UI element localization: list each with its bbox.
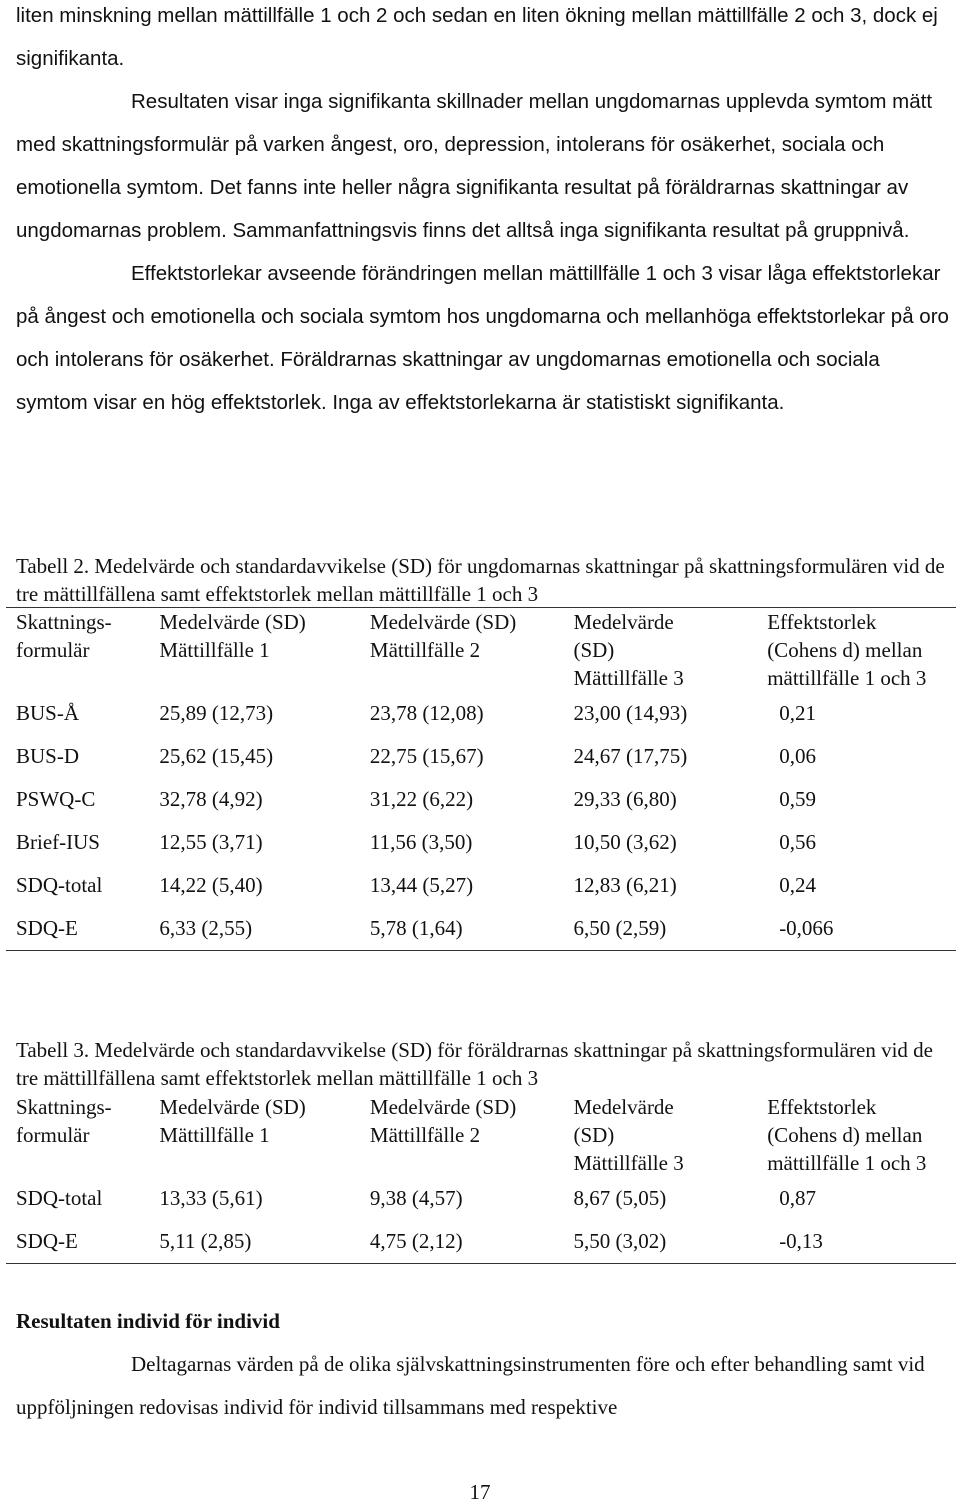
table-cell: 22,75 (15,67) [369,744,484,768]
table-row [6,864,956,907]
table-cell: SDQ-E [6,907,149,951]
table-cell: 0,87 [779,1186,816,1210]
table-cell: SDQ-total [16,1186,103,1210]
table-cell: 6,33 (2,55) [149,907,359,951]
table-cell: PSWQ-C [16,787,96,811]
table-cell: 25,62 (15,45) [159,744,274,768]
table-cell: 0,56 [779,830,816,854]
table-cell: 23,78 (12,08) [369,701,484,725]
table-cell: SDQ-E [6,1220,149,1264]
paragraph: Deltagarnas värden på de olika självskattningsinstrumenten före och efter behandling samt vid uppföljningen redovisas individ för individ tillsammans med respektive [16,1352,925,1419]
table-cell: 13,44 (5,27) [369,873,474,897]
table-cell: -0,066 [757,907,956,951]
table-row [6,1177,956,1220]
table-cell: -0,13 [757,1220,956,1264]
table2-caption: Tabell 2. Medelvärde och standardavvikelse (SD) för ungdomarnas skattningar på skattningsformulären vid de tre mättillfällena samt effektstorlek mellan mättillfälle 1 och 3 [16,554,945,606]
table-cell: 5,78 (1,64) [360,907,564,951]
column-header: Medelvärde (SD) Mättillfälle 3 [573,1095,684,1175]
column-header: Effektstorlek (Cohens d) mellan mättillfälle 1 och 3 [767,1095,927,1175]
table-row [6,778,956,821]
paragraph: liten minskning mellan mättillfälle 1 och 2 och sedan en liten ökning mellan mättillfälle 2 och 3, dock ej signifikanta. [16,4,938,70]
table-cell: 10,50 (3,62) [573,830,677,854]
table3 [6,1093,956,1264]
table-row [6,907,956,951]
column-header: Medelvärde (SD) Mättillfälle 1 [159,1095,306,1147]
table-row [6,735,956,778]
table-cell: 5,11 (2,85) [149,1220,359,1264]
table-cell: 24,67 (17,75) [573,744,688,768]
table-cell: 32,78 (4,92) [159,787,263,811]
column-header: Medelvärde (SD) Mättillfälle 2 [369,1095,517,1147]
table-cell: SDQ-total [16,873,103,897]
intro-text [16,0,951,424]
table-cell: 31,22 (6,22) [369,787,474,811]
table-cell: 11,56 (3,50) [369,830,473,854]
table-cell: 29,33 (6,80) [573,787,677,811]
table-cell: 0,21 [779,701,816,725]
table-cell: 0,59 [779,787,816,811]
column-header: Medelvärde (SD) Mättillfälle 1 [159,610,306,662]
table-cell: 0,06 [779,744,816,768]
table2 [6,607,956,951]
table-cell: BUS-D [16,744,80,768]
paragraph: Resultaten visar inga signifikanta skillnader mellan ungdomarnas upplevda symtom mätt med skattningsformulär på varken ångest, oro, depression, intolerans för osäkerhet, sociala och emotionella symtom. Det fanns inte heller några signifikanta resultat på föräldrarnas skattningar av ungdomarnas problem. Sammanfattningsvis finns det alltså inga signifikanta resultat på gruppnivå. [16,90,933,242]
table-header-row [6,1093,956,1177]
column-header: Medelvärde (SD) Mättillfälle 2 [369,610,517,662]
table-header-row [6,608,956,693]
table-row [6,821,956,864]
column-header: Medelvärde (SD) Mättillfälle 3 [573,610,684,690]
table-cell: 9,38 (4,57) [369,1186,463,1210]
table-cell: 13,33 (5,61) [159,1186,263,1210]
table-row [6,1220,956,1264]
column-header: Skattnings- formulär [16,1095,112,1147]
table-cell: 4,75 (2,12) [360,1220,564,1264]
table-cell: 8,67 (5,05) [573,1186,667,1210]
paragraph: Effektstorlekar avseende förändringen mellan mättillfälle 1 och 3 visar låga effektstorlekar på ångest och emotionella och sociala symtom hos ungdomarna och mellanhöga effektstorlekar på oro och intolerans för osäkerhet. Föräldrarnas skattningar av ungdomarnas emotionella och sociala symtom visar en hög effektstorlek. Inga av effektstorlekarna är statistiskt signifikanta. [16,262,949,414]
table-cell: 23,00 (14,93) [573,701,688,725]
section-heading: Resultaten individ för individ [16,1309,280,1333]
table3-caption: Tabell 3. Medelvärde och standardavvikelse (SD) för föräldrarnas skattningar på skattningsformulären vid de tre mättillfällena samt effektstorlek mellan mättillfälle 1 och 3 [16,1038,933,1090]
table-cell: BUS-Å [16,701,80,725]
table-cell: 6,50 (2,59) [563,907,757,951]
column-header: Effektstorlek (Cohens d) mellan mättillfälle 1 och 3 [767,610,927,690]
table-cell: 5,50 (3,02) [563,1220,757,1264]
table-cell: 0,24 [779,873,816,897]
column-header: Skattnings- formulär [16,610,112,662]
table-cell: 14,22 (5,40) [159,873,263,897]
table-cell: 12,55 (3,71) [159,830,263,854]
table-cell: 12,83 (6,21) [573,873,677,897]
table-cell: Brief-IUS [16,830,100,854]
page-number: 17 [469,1480,491,1504]
table-row [6,692,956,735]
table-cell: 25,89 (12,73) [159,701,274,725]
